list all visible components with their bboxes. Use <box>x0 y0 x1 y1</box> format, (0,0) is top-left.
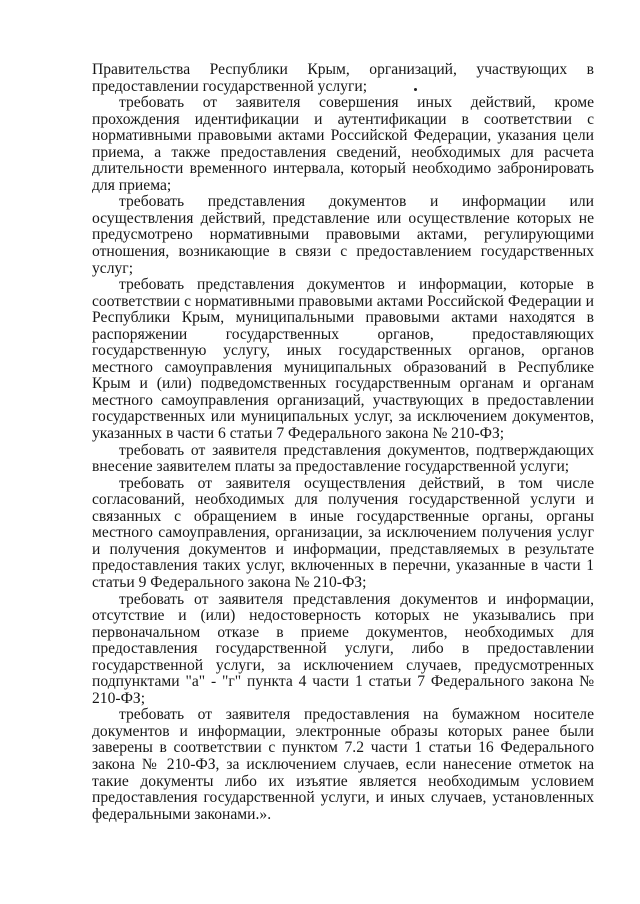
paragraph: требовать от заявителя совершения иных действий, кроме прохождения идентификации и аутентификации в соответствии с нормативными правовыми актами Российской Федерации, указания цели приема, а также предоставления сведений, необходимых для расчета длительности временного интервала, который необходимо забронировать для приема; <box>92 94 594 194</box>
scan-speck <box>414 88 417 91</box>
paragraph: требовать от заявителя представления документов и информации, отсутствие и (или) недостоверность которых не указывались при первоначальном отказе в приеме документов, необходимых для предоставления государственной услуги, либо в предоставлении государственной услуги, за исключением случаев, предусмотренных подпунктами "а" - "г" пункта 4 части 1 статьи 7 Федерального закона № 210-ФЗ; <box>92 590 594 707</box>
paragraph: требовать от заявителя осуществления действий, в том числе согласований, необходимых для получения государственной услуги и связанных с обращением в иные государственные органы, органы местного самоуправления, организации, за исключением получения услуг и получения документов и информации, представляемых в результате предоставления таких услуг, включенных в перечни, указанные в части 1 статьи 9 Федерального закона № 210-ФЗ; <box>92 474 594 591</box>
document-page <box>92 62 594 823</box>
paragraph: требовать от заявителя представления документов, подтверждающих внесение заявителем платы за предоставление государственной услуги; <box>92 441 594 476</box>
paragraph: требовать представления документов и информации или осуществления действий, представление или осуществление которых не предусмотрено нормативными правовыми актами, регулирующими отношения, возникающие в связи с предоставлением государственных услуг; <box>92 193 594 277</box>
paragraph: требовать представления документов и информации, которые в соответствии с нормативными правовыми актами Российской Федерации и Республики Крым, муниципальными правовыми актами находятся в распоряжении государственных органов, предоставляющих государственную услугу, иных государственных органов, органов местного самоуправления муниципальных образований в Республике Крым и (или) подведомственных государственным органам и органам местного самоуправления организаций, участвующих в предоставлении государственных или муниципальных услуг, за исключением документов, указанных в части 6 статьи 7 Федерального закона № 210-ФЗ; <box>92 276 594 443</box>
paragraph: Правительства Республики Крым, организаций, участвующих в предоставлении государственной услуги; <box>92 61 594 95</box>
paragraph: требовать от заявителя предоставления на бумажном носителе документов и информации, электронные образы которых ранее были заверены в соответствии с пунктом 7.2 части 1 статьи 16 Федерального закона № 210-ФЗ, за исключением случаев, если нанесение отметок на такие документы либо их изъятие является необходимым условием предоставления государственной услуги, и иных случаев, установленных федеральными законами.». <box>92 706 594 823</box>
